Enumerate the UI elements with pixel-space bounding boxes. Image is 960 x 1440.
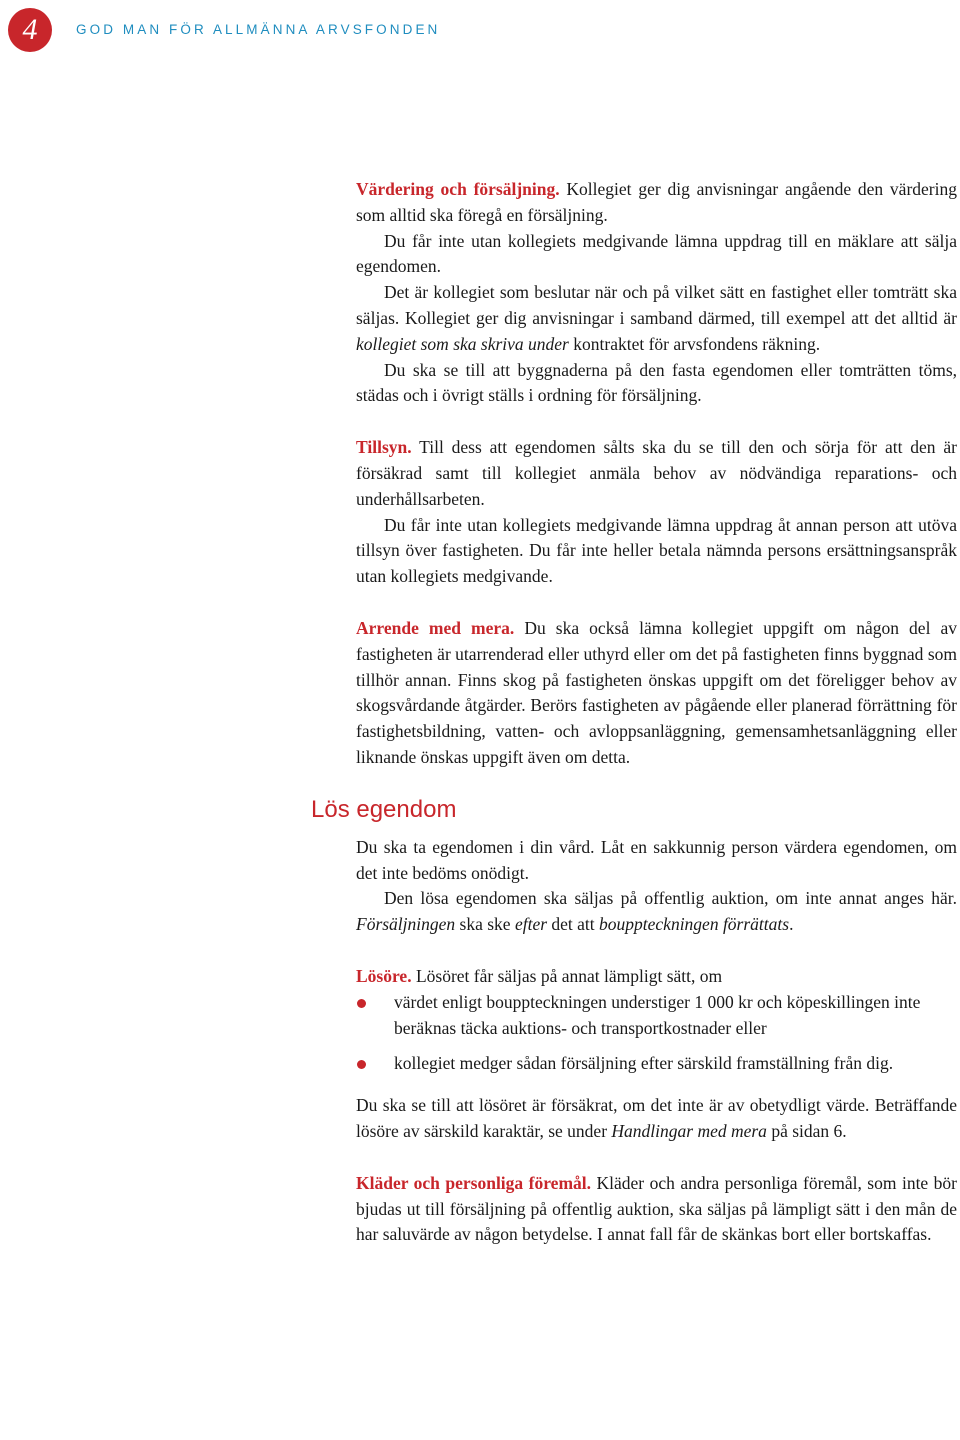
- tillsyn-p1: Tillsyn. Till dess att egendomen sålts ska du se till den och sörja för att den är försäkrad samt till kollegiet anmäla behov av nödvändiga reparations- och underhållsarbeten.: [356, 437, 957, 509]
- klader-heading: Kläder och personliga föremål.: [356, 1172, 592, 1193]
- vardering-p3: Det är kollegiet som beslutar när och på vilket sätt en fastighet eller tomträtt ska säljas. Kollegiet ger dig anvisningar i samband därmed, till exempel att det alltid är kollegiet som ska skriva under kontraktet för arvsfondens räkning.: [356, 282, 957, 354]
- vardering-heading: Värdering och försäljning.: [356, 179, 560, 199]
- losore-heading: Lösöre.: [356, 965, 412, 986]
- main-content: [311, 177, 958, 1248]
- los-egendom-p1: Du ska ta egendomen i din vård. Låt en sakkunnig person värdera egendomen, om det inte bedöms onödigt.: [356, 836, 957, 883]
- arrende-heading: Arrende med mera.: [356, 617, 515, 638]
- los-egendom-title: Lös egendom: [311, 795, 457, 823]
- losore-intro: Lösöre. Lösöret får säljas på annat lämpligt sätt, om: [356, 965, 723, 986]
- bullet-dot-icon: [357, 1060, 366, 1069]
- vardering-p1: Värdering och försäljning. Kollegiet ger dig anvisningar angående den värdering som alltid ska föregå en försäljning.: [356, 179, 957, 225]
- list-item: kollegiet medger sådan försäljning efter särskild framställning från dig.: [356, 1051, 957, 1077]
- running-header: GOD MAN FÖR ALLMÄNNA ARVSFONDEN: [76, 22, 441, 37]
- klader-p1: Kläder och personliga föremål. Kläder och andra personliga föremål, som inte bör bjudas ut till försäljning på offentlig auktion, ska säljas på lämpligt sätt i den mån de har saluvärde av någon betydelse. I annat fall får de skänkas bort eller bortskaffas.: [356, 1172, 958, 1245]
- tillsyn-heading: Tillsyn.: [356, 437, 412, 458]
- losore-p2: Du ska se till att lösöret är försäkrat, om det inte är av obetydligt värde. Beträffande lösöre av särskild karaktär, se under Handlingar med mera på sidan 6.: [356, 1095, 957, 1141]
- losore-bullet-list: [356, 990, 957, 1077]
- vardering-p4: Du ska se till att byggnaderna på den fasta egendomen eller tomträtten töms, städas och i övrigt ställs i ordning för försäljning.: [356, 359, 957, 406]
- bullet-dot-icon: [357, 999, 366, 1008]
- list-item: värdet enligt bouppteckningen understiger 1 000 kr och köpeskillingen inte beräknas täcka auktions- och transportkostnader eller: [356, 990, 957, 1042]
- page-number-badge: 4: [8, 8, 52, 52]
- vardering-p2: Du får inte utan kollegiets medgivande lämna uppdrag till en mäklare att sälja egendomen.: [356, 230, 957, 277]
- arrende-p1: Arrende med mera. Du ska också lämna kollegiet uppgift om någon del av fastigheten är utarrenderad eller uthyrd eller om det på fastigheten finns byggnad som tillhör annan. Finns skog på fastigheten önskas uppgift om det föreligger behov av skogsvårdande åtgärder. Berörs fastigheten av pågående eller planerad förrättning för fastighetsbildning, vatten- och avloppsanläggning, gemensamhetsanläggning eller liknande önskas uppgift även om detta.: [356, 617, 957, 767]
- tillsyn-p2: Du får inte utan kollegiets medgivande lämna uppdrag åt annan person att utöva tillsyn över fastigheten. Du får inte heller betala nämnda persons ersättningsanspråk utan kollegiets medgivande.: [356, 514, 957, 587]
- los-egendom-p2: Den lösa egendomen ska säljas på offentlig auktion, om inte annat anges här. Försäljningen ska ske efter det att bouppteckningen förrättats.: [356, 888, 957, 935]
